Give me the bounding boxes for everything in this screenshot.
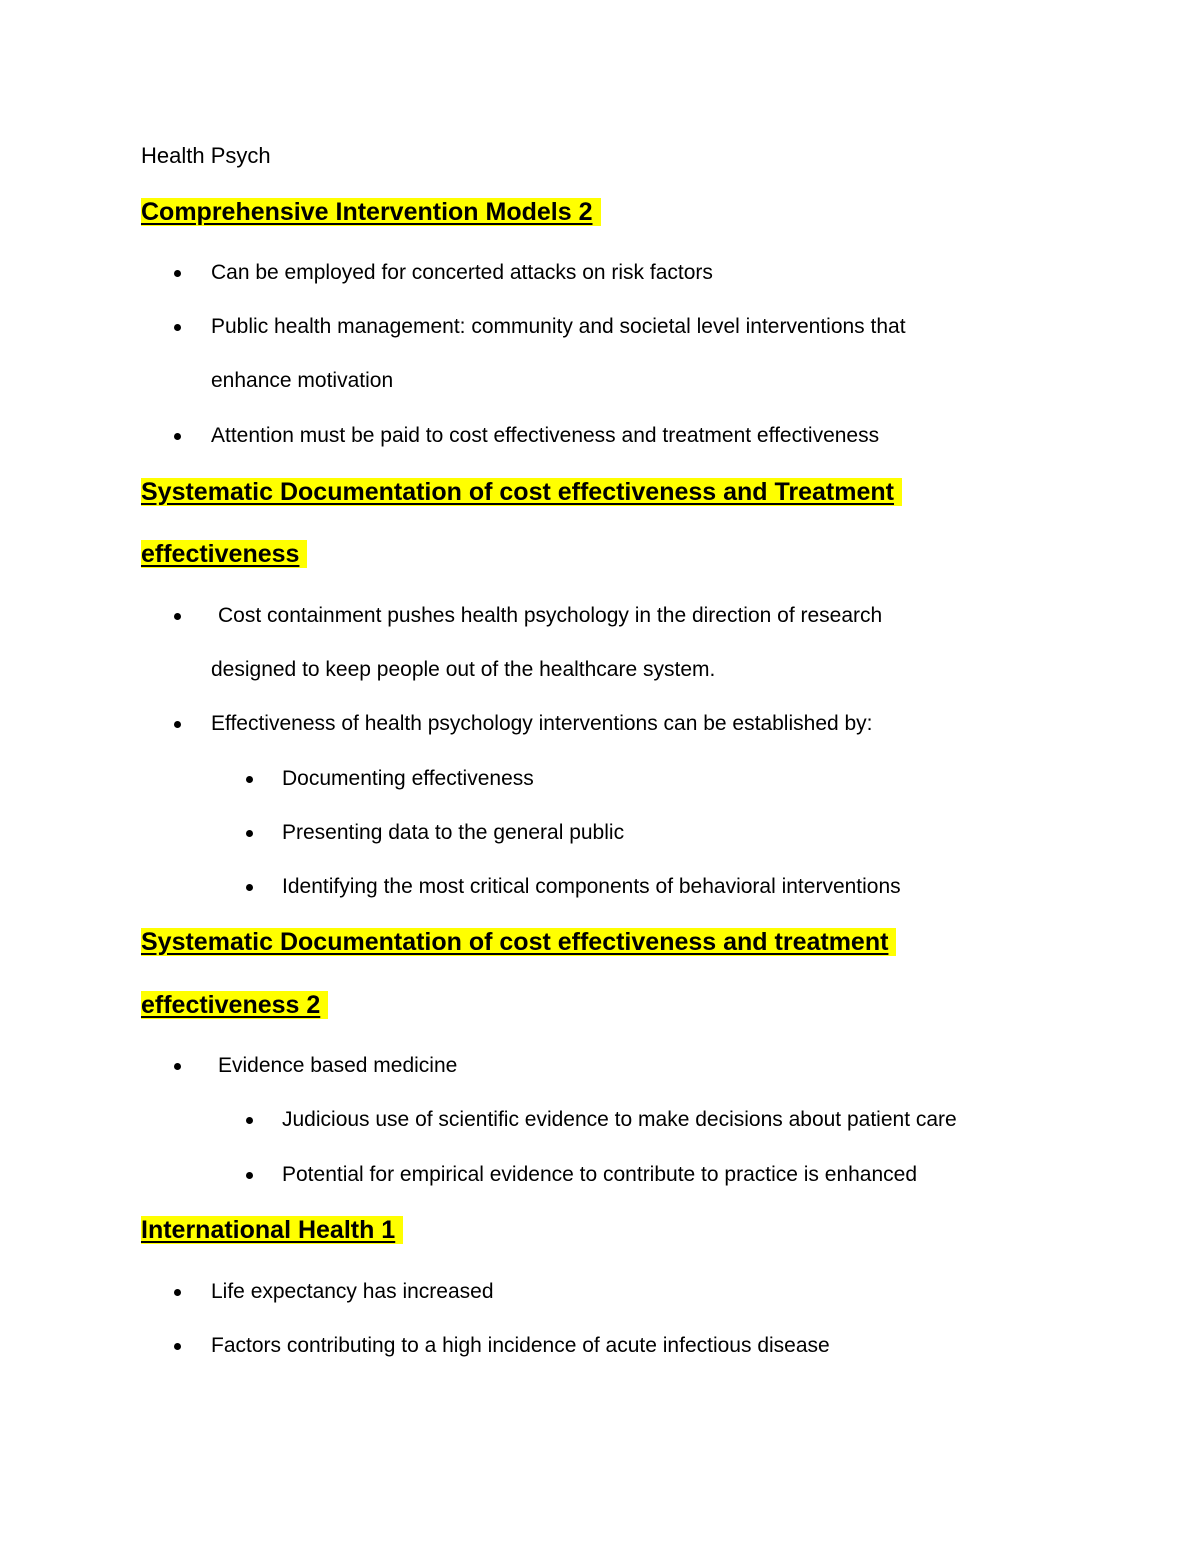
section-heading-systematic-documentation-2: Systematic Documentation of cost effectiveness and treatment (141, 925, 896, 959)
bullet-icon (174, 613, 181, 620)
sub-list-item: Presenting data to the general public (282, 818, 624, 848)
bullet-icon (246, 884, 253, 891)
bullet-icon (246, 1172, 253, 1179)
section-heading-comprehensive-intervention: Comprehensive Intervention Models 2 (141, 195, 601, 229)
list-item: Attention must be paid to cost effectiveness and treatment effectiveness (211, 421, 879, 451)
list-item: Effectiveness of health psychology interventions can be established by: (211, 709, 873, 739)
bullet-icon (174, 721, 181, 728)
list-item: Public health management: community and societal level interventions that (211, 312, 906, 342)
sub-list-item: Potential for empirical evidence to contribute to practice is enhanced (282, 1160, 917, 1190)
list-item-continuation: enhance motivation (211, 369, 394, 392)
bullet-icon (246, 1117, 253, 1124)
section-heading-systematic-documentation: Systematic Documentation of cost effectiveness and Treatment (141, 475, 902, 509)
bullet-icon (174, 433, 181, 440)
list-item: Evidence based medicine (211, 1051, 457, 1081)
bullet-icon (174, 1343, 181, 1350)
section-heading-systematic-documentation-cont: effectiveness (141, 537, 307, 571)
bullet-icon (246, 830, 253, 837)
bullet-icon (174, 270, 181, 277)
sub-list-item: Documenting effectiveness (282, 764, 534, 794)
bullet-icon (246, 776, 253, 783)
list-item: Factors contributing to a high incidence of acute infectious disease (211, 1331, 830, 1361)
list-item: Life expectancy has increased (211, 1277, 494, 1307)
sub-list-item: Judicious use of scientific evidence to make decisions about patient care (282, 1105, 957, 1135)
list-item-continuation: designed to keep people out of the healthcare system. (211, 658, 716, 681)
list-item: Cost containment pushes health psychology in the direction of research (211, 601, 882, 631)
bullet-icon (174, 1063, 181, 1070)
section-heading-systematic-documentation-2-cont: effectiveness 2 (141, 988, 328, 1022)
document-title: Health Psych (141, 143, 271, 168)
section-heading-international-health: International Health 1 (141, 1213, 403, 1247)
list-item: Can be employed for concerted attacks on risk factors (211, 258, 713, 288)
bullet-icon (174, 324, 181, 331)
bullet-icon (174, 1289, 181, 1296)
sub-list-item: Identifying the most critical components of behavioral interventions (282, 872, 901, 902)
